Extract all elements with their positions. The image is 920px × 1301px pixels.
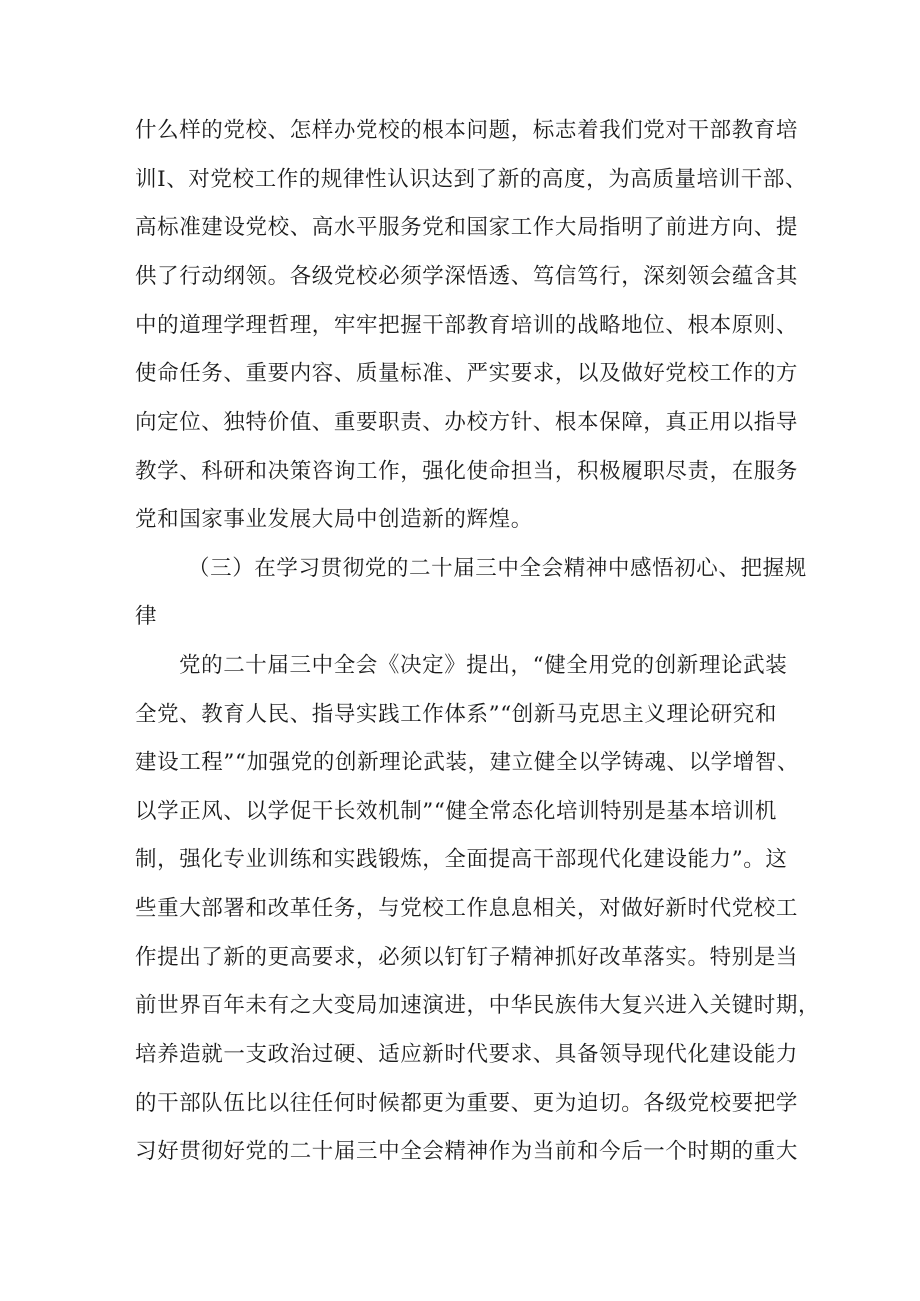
text-line: 什么样的党校、怎样办党校的根本问题，标志着我们党对干部教育培	[135, 118, 799, 143]
heading-line: 律	[135, 604, 158, 629]
text-line: 使命任务、重要内容、质量标准、严实要求，以及做好党校工作的方	[135, 361, 799, 386]
text-line: 习好贯彻好党的二十届三中全会精神作为当前和今后一个时期的重大	[135, 1139, 799, 1164]
text-line: 以学正风、以学促干长效机制”“健全常态化培训特别是基本培训机	[135, 799, 777, 824]
text-line: 高标准建设党校、高水平服务党和国家工作大局指明了前进方向、提	[135, 215, 799, 240]
text-line: 制，强化专业训练和实践锻炼，全面提高干部现代化建设能力”。这	[135, 847, 788, 872]
text-line: 作提出了新的更高要求，必须以钉钉子精神抓好改革落实。特别是当	[135, 945, 799, 970]
text-line: 全党、教育人民、指导实践工作体系”“创新马克思主义理论研究和	[135, 702, 777, 727]
text-line: 训I、对党校工作的规律性认识达到了新的高度，为高质量培训干部、	[135, 167, 808, 192]
text-line: 些重大部署和改革任务，与党校工作息息相关，对做好新时代党校工	[135, 896, 799, 921]
text-line: 党和国家事业发展大局中创造新的辉煌。	[135, 507, 533, 532]
text-line: 建设工程”“加强党的创新理论武装，建立健全以学铸魂、以学增智、	[135, 750, 800, 775]
text-line: 供了行动纲领。各级党校必须学深悟透、笃信笃行，深刻领会蕴含其	[135, 264, 799, 289]
heading-line: （三）在学习贯彻党的二十届三中全会精神中感悟初心、把握规	[188, 556, 807, 581]
text-line: 培养造就一支政治过硬、适应新时代要求、具备领导现代化建设能力	[135, 1042, 799, 1067]
text-line: 向定位、独特价值、重要职责、办校方针、根本保障，真正用以指导	[135, 410, 799, 435]
text-line: 党的二十届三中全会《决定》提出，“健全用党的创新理论武装	[179, 653, 788, 678]
text-line: 前世界百年未有之大变局加速演进，中华民族伟大复兴进入关键时期，	[135, 993, 821, 1018]
text-line: 中的道理学理哲理，牢牢把握干部教育培训的战略地位、根本原则、	[135, 313, 799, 338]
text-line: 教学、科研和决策咨询工作，强化使命担当，积极履职尽责，在服务	[135, 459, 799, 484]
text-line: 的干部队伍比以往任何时候都更为重要、更为迫切。各级党校要把学	[135, 1091, 799, 1116]
